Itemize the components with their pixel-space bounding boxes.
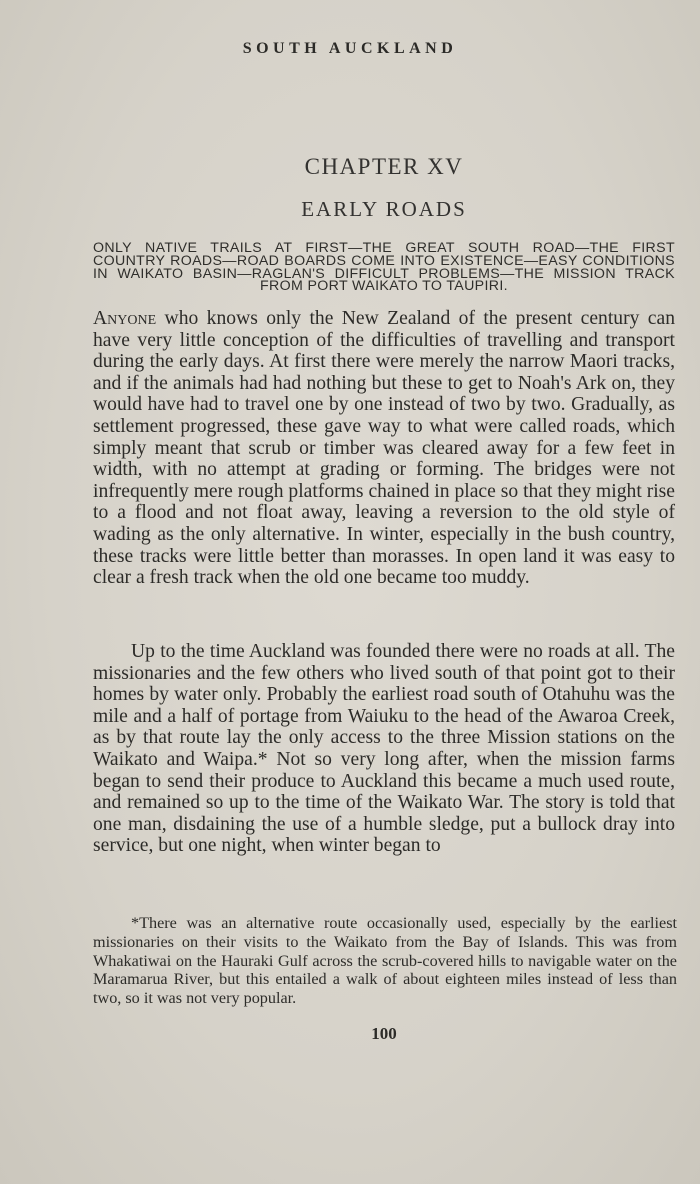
body-paragraph-2: Up to the time Auckland was founded there were no roads at all. The missionaries and the few others who lived south of that point got to their homes by water only. Probably the earliest road south of Otahuhu was the mile and a half of portage from Waiuku to the head of the Awaroa Creek, as by that route lay the only access to the three Mission stations on the Waikato and Waipa.* Not so very long after, when the mission farms began to send their produce to Auckland this became a much used route, and remained so up to the time of the Waikato War. The story is told that one man, disdaining the use of a humble sledge, put a bullock dray into service, but one night, when winter began to bbox=[93, 641, 675, 857]
paragraph-lead-word: Anyone bbox=[93, 308, 157, 329]
chapter-title: EARLY ROADS bbox=[301, 197, 467, 221]
body-paragraph-1 bbox=[93, 308, 675, 589]
page-number: 100 bbox=[371, 1024, 397, 1043]
chapter-number: CHAPTER XV bbox=[304, 154, 464, 179]
paragraph-1-text: who knows only the New Zealand of the present century can have very little conception of the difficulties of travelling and transport during the early days. At first there were merely the narrow Maori tracks, and if the animals had had nothing but these to get to Noah's Ark on, they would have had to travel one by one instead of two by two. Gradually, as settlement progressed, these gave way to what were called roads, which simply meant that scrub or timber was cleared away for a few feet in width, with no attempt at grading or forming. The bridges were not infrequently mere rough platforms chained in place so that they might rise to a flood and not float away, leaving a reversion to the old style of wading as the only alternative. In winter, especially in the bush country, these tracks were little better than morasses. In open land it was easy to clear a fresh track when the old one became too muddy. bbox=[93, 308, 675, 589]
running-head: SOUTH AUCKLAND bbox=[242, 40, 458, 57]
footnote: *There was an alternative route occasionally used, especially by the earliest missionaries on their visits to the Waikato from the Bay of Islands. This was from Whakatiwai on the Hauraki Gulf across the scrub-covered hills to navigable water on the Maramarua River, but this entailed a walk of about eighteen miles instead of less than two, so it was not very popular. bbox=[93, 914, 677, 1008]
chapter-synopsis: ONLY NATIVE TRAILS AT FIRST—THE GREAT SOUTH ROAD—THE FIRST COUNTRY ROADS—ROAD BOARDS COME INTO EXISTENCE—EASY CONDITIONS IN WAIKATO BASIN—RAGLAN'S DIFFICULT PROBLEMS—THE MISSION TRACK FROM PORT WAIKATO TO TAUPIRI. bbox=[93, 240, 675, 295]
